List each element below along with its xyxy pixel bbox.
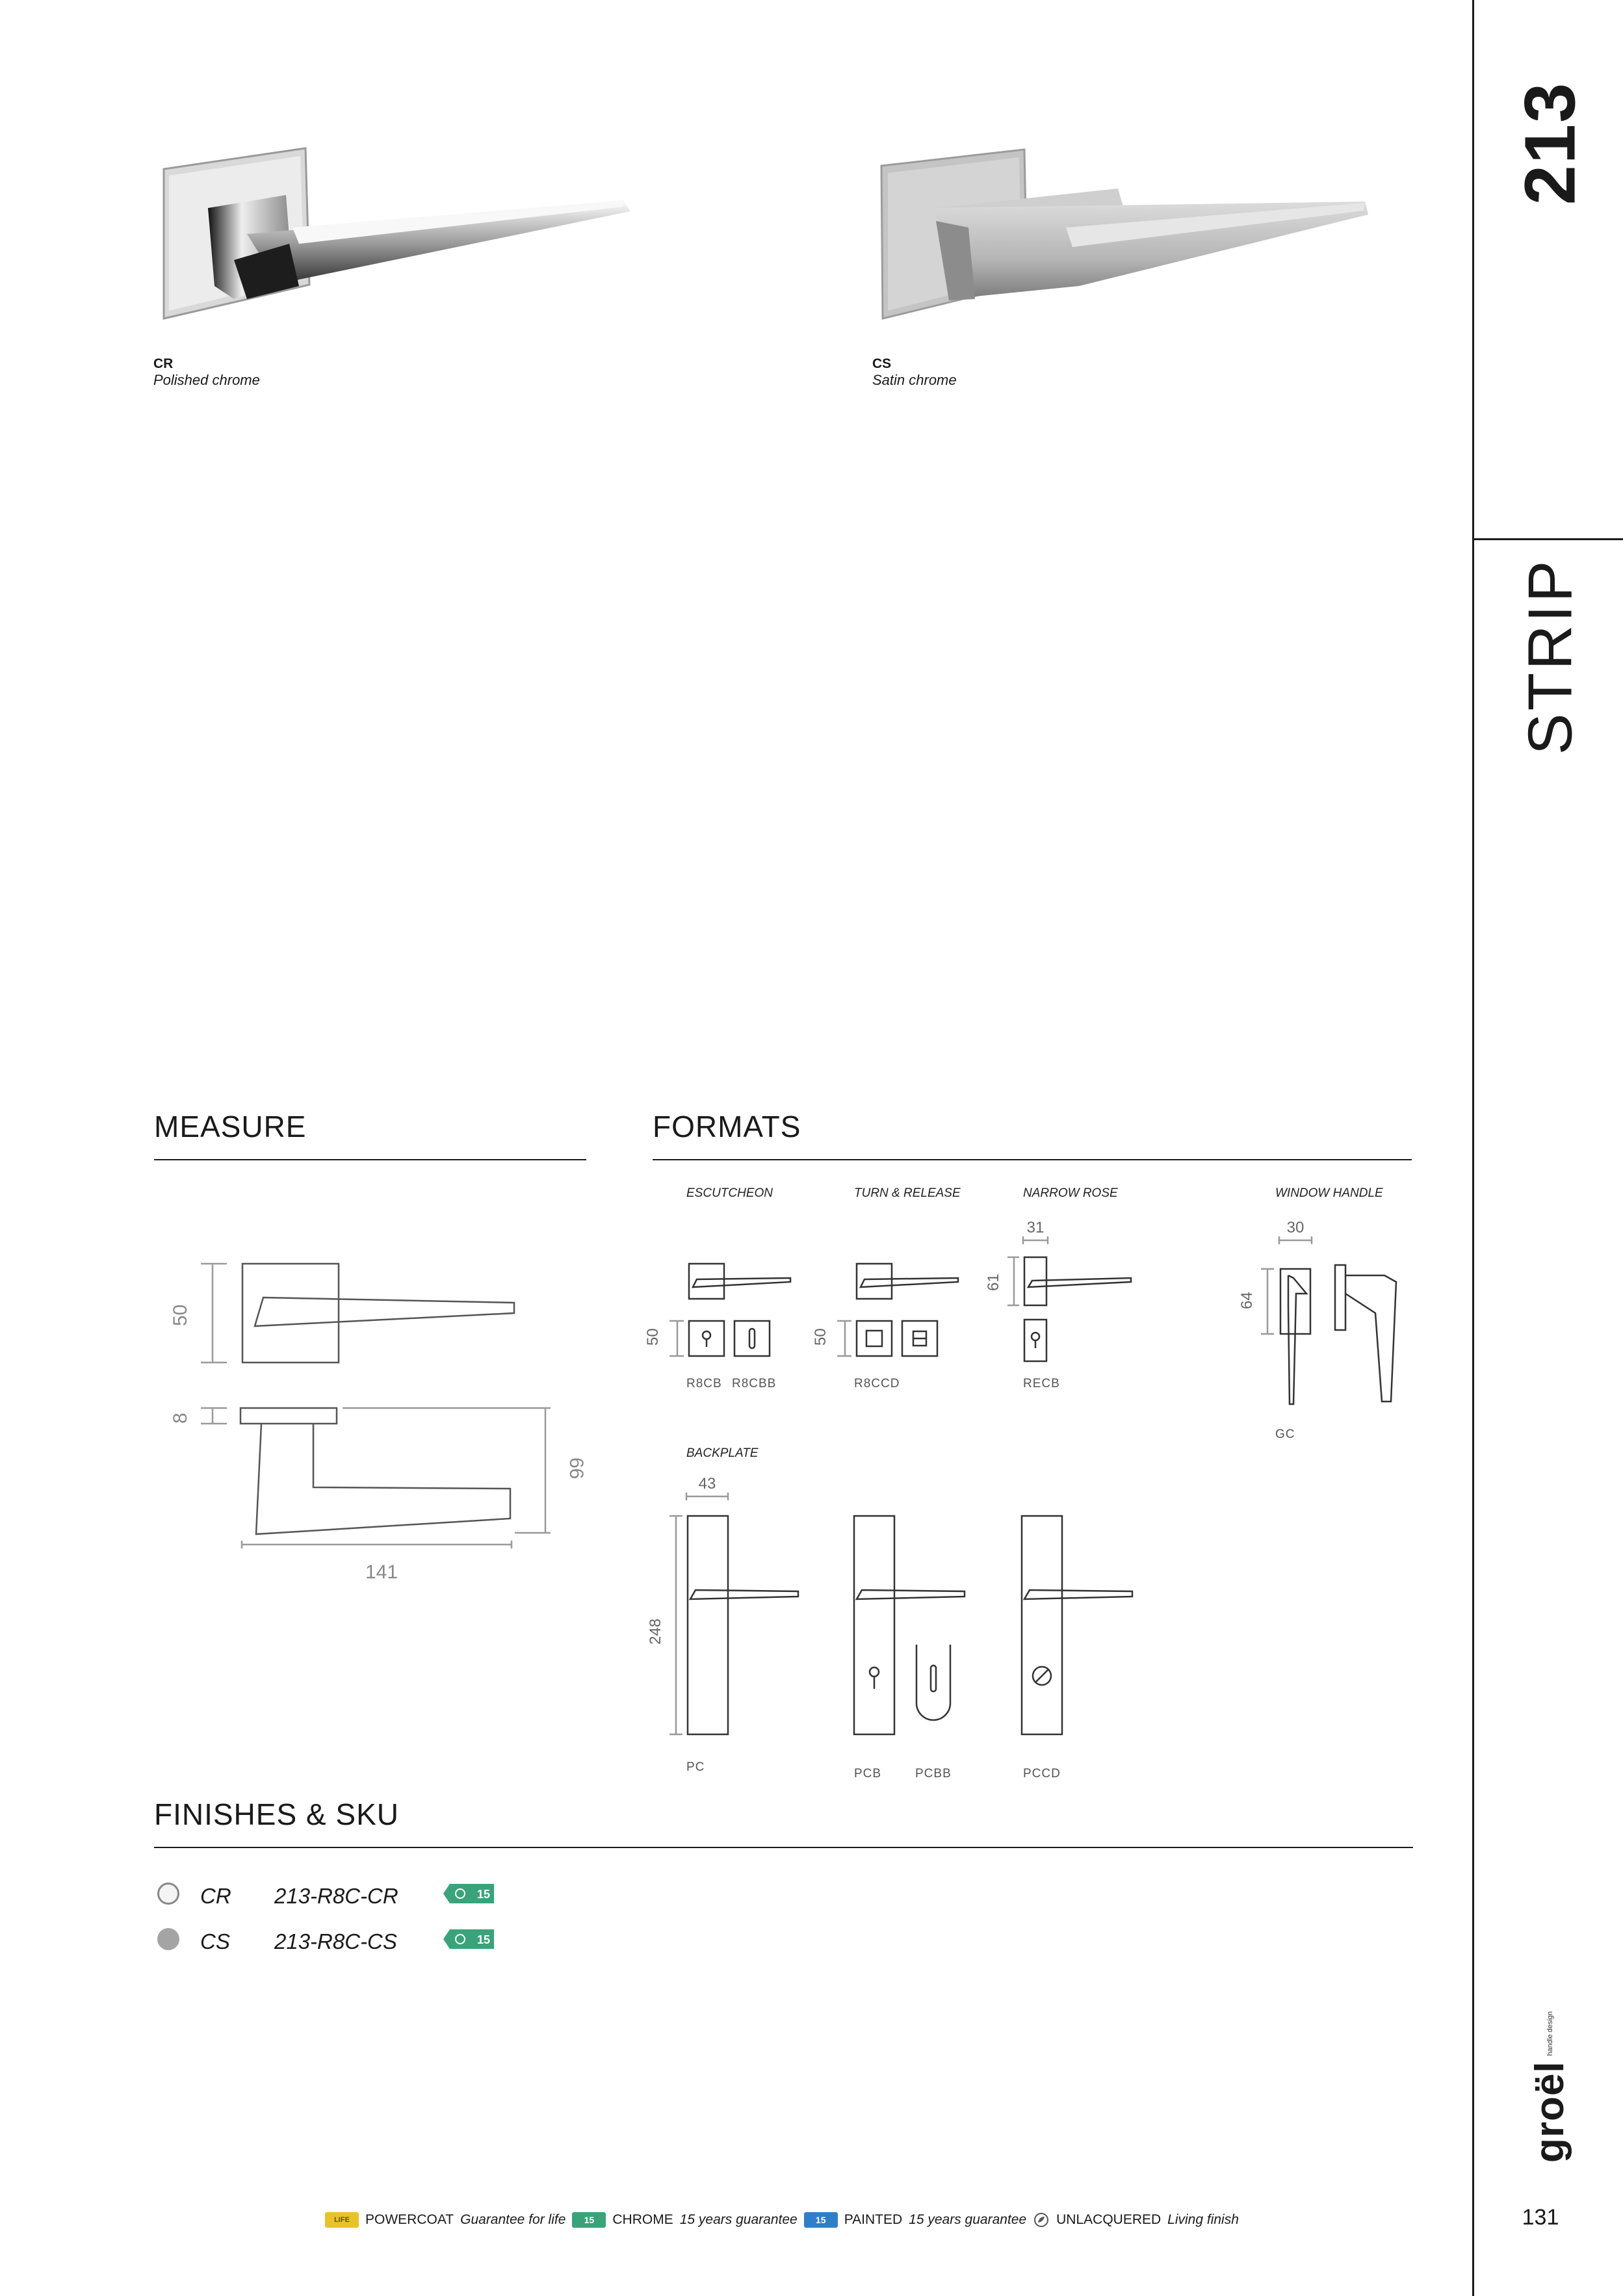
finish-sku-cs: 213-R8C-CS (274, 1929, 397, 1953)
leaf-icon (1033, 2211, 1050, 2228)
product-code-cr: CR (153, 356, 174, 371)
code-pcbb: PCBB (915, 1767, 952, 1781)
finish-code-cs: CS (200, 1929, 230, 1953)
product-name-cr: Polished chrome (153, 372, 260, 388)
dim-window-width: 30 (1286, 1219, 1305, 1236)
dim-plate-width: 43 (698, 1475, 716, 1493)
legend-chrome: CHROME (612, 2212, 673, 2227)
measure-heading: MEASURE (154, 1110, 307, 1143)
legend-powercoat-note: Guarantee for life (460, 2212, 566, 2227)
code-gc: GC (1275, 1428, 1295, 1441)
measure-drawing (154, 1235, 596, 1599)
format-window-handle: WINDOW HANDLE (1275, 1186, 1383, 1200)
legend-chrome-note: 15 years guarantee (679, 2212, 798, 2227)
product-name-cs: Satin chrome (872, 372, 957, 388)
code-r8ccd: R8CCD (854, 1377, 900, 1390)
window-handle-drawing (1228, 1216, 1410, 1411)
model-number: 213 (1510, 81, 1591, 205)
chrome-guarantee-badge (443, 1884, 494, 1903)
finish-sku-cr: 213-R8C-CR (274, 1884, 398, 1908)
swatch-polished-chrome (157, 1883, 179, 1905)
dim-thickness: 8 (170, 1413, 191, 1424)
format-turn-release: TURN & RELEASE (854, 1186, 961, 1200)
dim-rose: 50 (170, 1304, 191, 1326)
dim-length: 141 (365, 1561, 398, 1583)
brand-tagline: handle design (1546, 2011, 1555, 2055)
product-photo-polished (149, 130, 643, 332)
legend-painted-note: 15 years guarantee (909, 2212, 1027, 2227)
format-backplate: BACKPLATE (686, 1446, 759, 1460)
escutcheon-drawing (643, 1248, 812, 1362)
finish-code-cr: CR (200, 1884, 231, 1908)
powercoat-badge: LIFE (325, 2212, 359, 2228)
finishes-rule (154, 1847, 1413, 1848)
brand-wordmark: groël (1527, 2060, 1573, 2163)
sidebar-divider (1472, 0, 1474, 2296)
legend-powercoat: POWERCOAT (365, 2212, 454, 2227)
painted-badge: 15 (804, 2212, 838, 2228)
format-narrow-rose: NARROW ROSE (1023, 1186, 1118, 1200)
dim-narrow-height: 61 (985, 1273, 1002, 1291)
measure-rule (154, 1159, 586, 1160)
product-code-cs: CS (872, 356, 892, 371)
chrome-badge: 15 (572, 2212, 606, 2228)
dim-window-height: 64 (1238, 1292, 1256, 1309)
formats-heading: FORMATS (653, 1110, 801, 1143)
dim-turn: 50 (812, 1328, 829, 1346)
page-number: 131 (1522, 2205, 1559, 2230)
svg-text:15: 15 (477, 1933, 491, 1946)
model-name: STRIP (1515, 558, 1585, 755)
swatch-satin-chrome (157, 1928, 179, 1950)
narrow-rose-drawing (981, 1216, 1150, 1368)
code-recb: RECB (1023, 1377, 1060, 1390)
finishes-heading: FINISHES & SKU (154, 1797, 399, 1831)
backplate-drawings (643, 1469, 1293, 1742)
dim-height: 66 (565, 1457, 587, 1480)
turn-release-drawing (811, 1248, 980, 1362)
sidebar-rule (1474, 538, 1623, 540)
legend-unlacquered-note: Living finish (1167, 2212, 1239, 2227)
svg-text:15: 15 (477, 1888, 491, 1901)
code-pccd: PCCD (1023, 1767, 1061, 1781)
brand-logo (1495, 2011, 1605, 2163)
legend-painted: PAINTED (844, 2212, 903, 2227)
formats-rule (653, 1159, 1412, 1160)
code-pcb: PCB (854, 1767, 882, 1781)
legend-unlacquered: UNLACQUERED (1056, 2212, 1162, 2227)
chrome-guarantee-badge (443, 1929, 494, 1949)
product-photo-satin (871, 130, 1378, 332)
dim-narrow-width: 31 (1026, 1219, 1045, 1236)
dim-escutcheon: 50 (644, 1328, 662, 1346)
code-pc: PC (686, 1760, 705, 1774)
code-r8cbb: R8CBB (732, 1377, 777, 1390)
format-escutcheon: ESCUTCHEON (686, 1186, 773, 1200)
guarantee-legend (325, 2207, 1300, 2233)
code-r8cb: R8CB (686, 1377, 722, 1390)
dim-plate-height: 248 (647, 1618, 664, 1645)
